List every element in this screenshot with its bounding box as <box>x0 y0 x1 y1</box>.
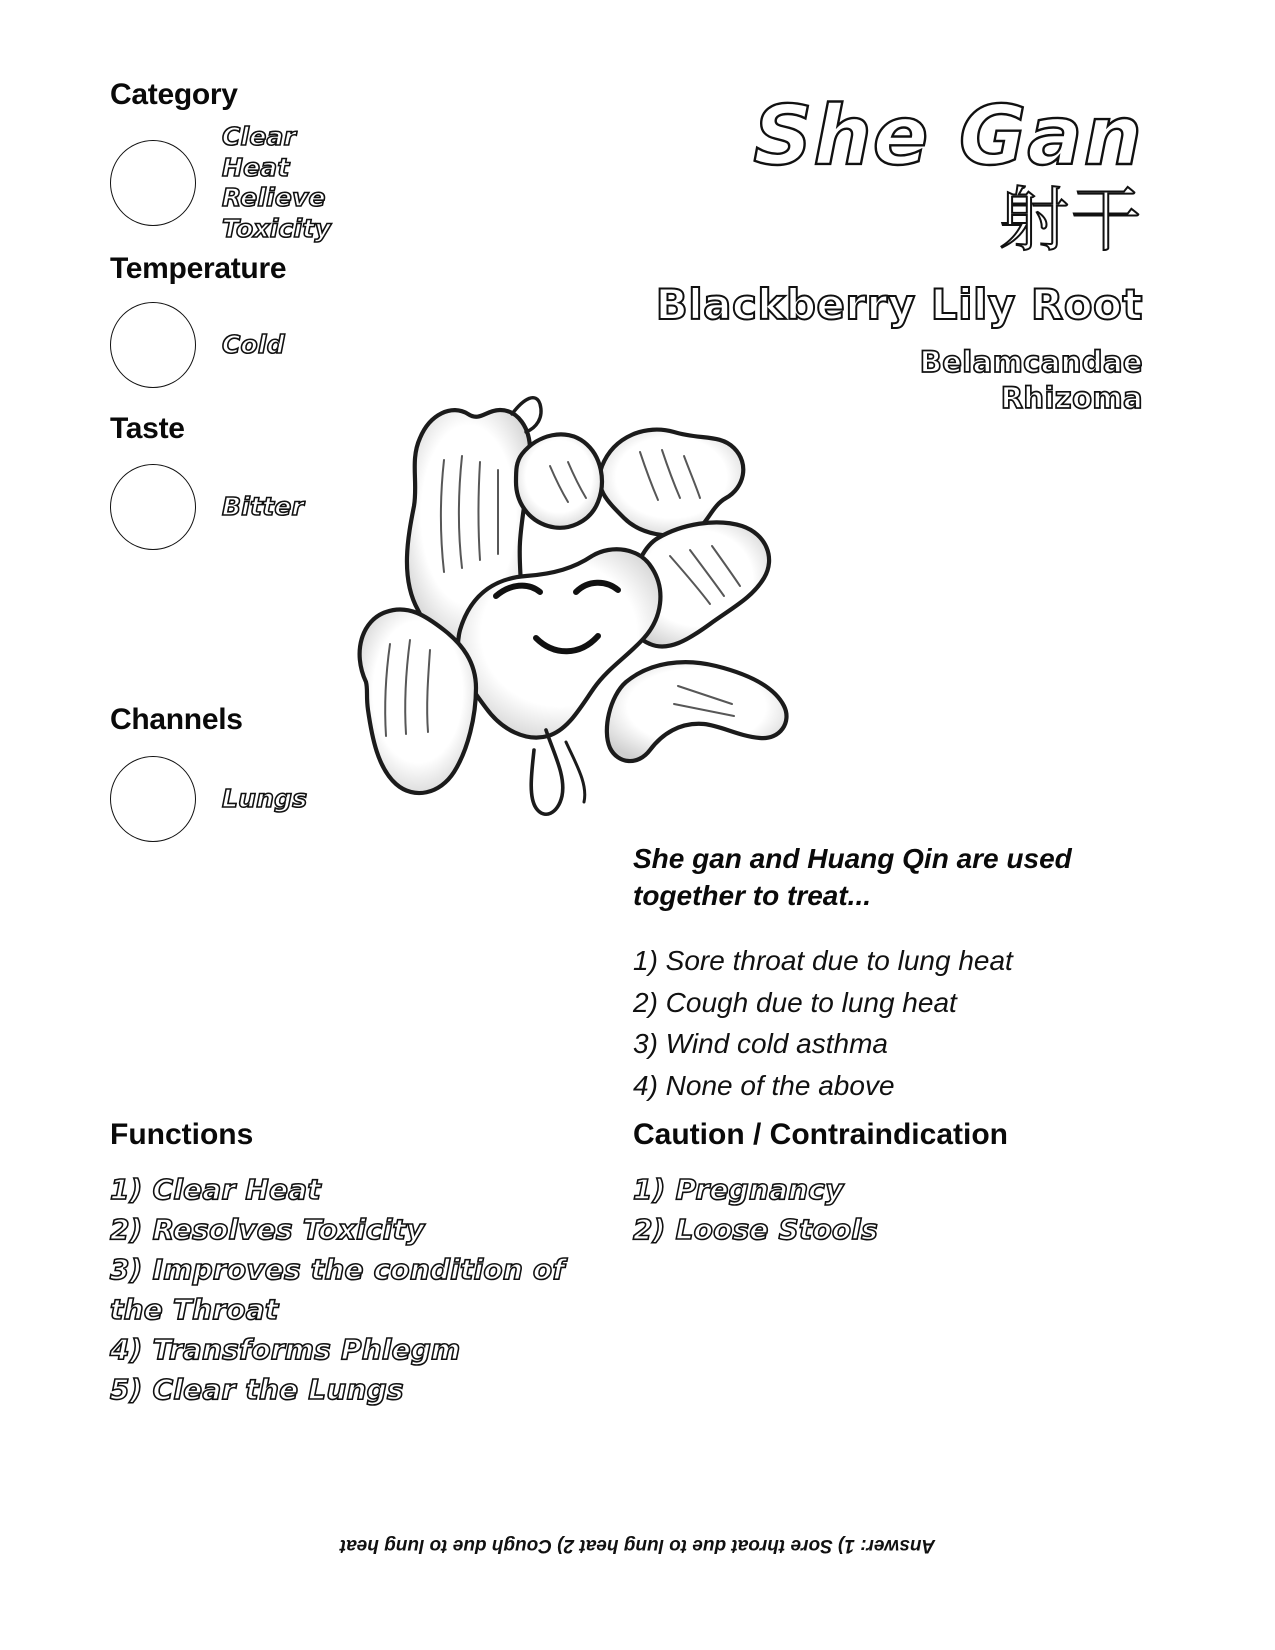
functions-list <box>110 1170 610 1410</box>
taste-heading: Taste <box>110 412 185 445</box>
functions-item-3: 3) Improves the condition of the Throat <box>110 1253 565 1327</box>
category-bubble[interactable] <box>110 140 196 226</box>
quiz-question: She gan and Huang Qin are used together to treat... <box>633 843 1072 912</box>
category-value-line1: Clear Heat <box>222 122 297 182</box>
channels-answer-row <box>110 756 307 842</box>
blackberry-lily-rhizome-illustration <box>340 310 800 840</box>
caution-list <box>633 1170 1103 1250</box>
herb-latin-line1: Belamcandae <box>919 344 1143 379</box>
functions-item-5: 5) Clear the Lungs <box>110 1373 404 1407</box>
herb-latin-line2: Rhizoma <box>1000 380 1143 415</box>
taste-value: Bitter <box>222 491 305 521</box>
herb-common-name: Blackberry Lily Root <box>655 279 1143 329</box>
caution-item-1: 1) Pregnancy <box>633 1173 844 1206</box>
quiz-option-1[interactable]: 1) Sore throat due to lung heat <box>633 945 1013 977</box>
functions-item-4: 4) Transforms Phlegm <box>110 1333 461 1367</box>
quiz-block <box>633 840 1163 1106</box>
category-answer-row <box>110 122 331 244</box>
quiz-option-2[interactable]: 2) Cough due to lung heat <box>633 986 957 1018</box>
category-value-line2: Relieve Toxicity <box>222 183 331 243</box>
functions-block <box>110 1118 610 1410</box>
functions-item-2: 2) Resolves Toxicity <box>110 1213 425 1247</box>
answer-key: Answer: 1) Sore throat due to lung heat 2) Cough due to lung heat <box>339 1535 936 1556</box>
temperature-bubble[interactable] <box>110 302 196 388</box>
herb-chinese-name: 射干 <box>999 179 1143 261</box>
category-value <box>222 122 331 244</box>
functions-item-1: 1) Clear Heat <box>110 1173 321 1206</box>
temperature-heading: Temperature <box>110 252 287 285</box>
functions-heading: Functions <box>110 1118 254 1151</box>
quiz-option-3[interactable]: 3) Wind cold asthma <box>633 1028 888 1060</box>
caution-block <box>633 1118 1103 1250</box>
caution-heading: Caution / Contraindication <box>633 1118 1008 1151</box>
channels-heading: Channels <box>110 703 243 736</box>
temperature-answer-row <box>110 302 285 388</box>
herb-pinyin-name: She Gan <box>753 89 1143 184</box>
channels-bubble[interactable] <box>110 756 196 842</box>
channels-value: Lungs <box>222 783 308 813</box>
caution-item-2: 2) Loose Stools <box>633 1213 879 1247</box>
taste-bubble[interactable] <box>110 464 196 550</box>
category-heading: Category <box>110 78 238 111</box>
taste-answer-row <box>110 464 304 550</box>
quiz-option-4[interactable]: 4) None of the above <box>633 1069 895 1101</box>
quiz-options <box>633 940 1163 1106</box>
temperature-value: Cold <box>222 329 285 359</box>
